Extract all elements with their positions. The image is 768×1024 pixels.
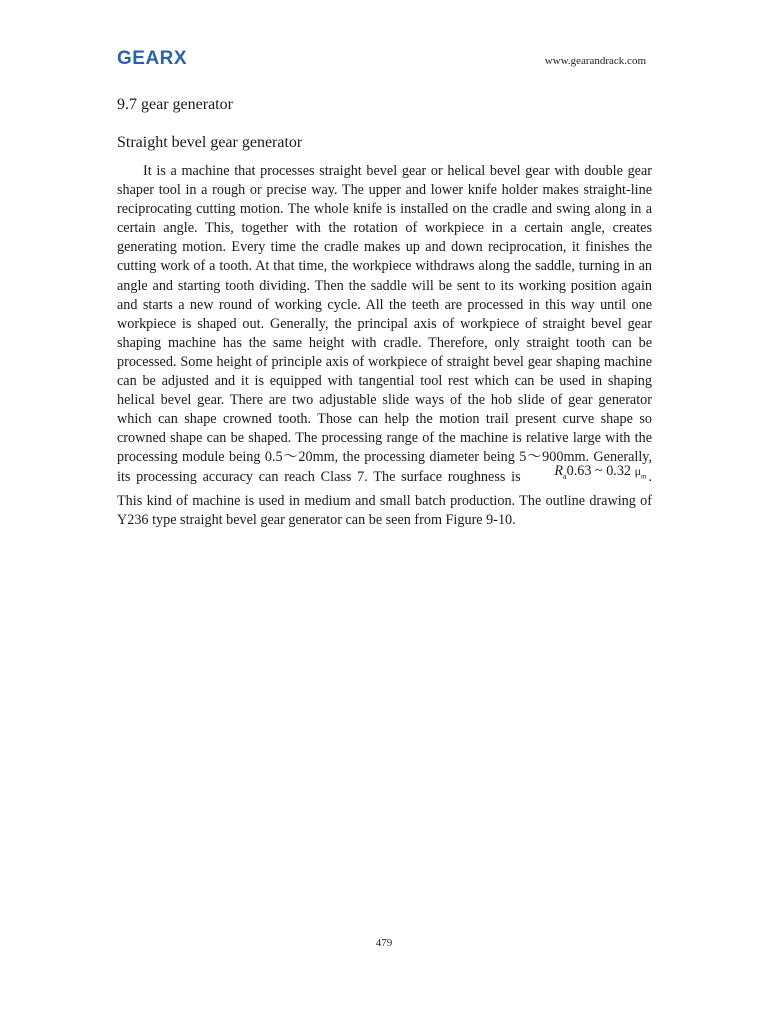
formula-symbol: R (554, 462, 564, 479)
section-subtitle: Straight bevel gear generator (117, 134, 303, 151)
formula-subscript: a (563, 471, 567, 481)
section-title: 9.7 gear generator (117, 96, 233, 113)
paragraph-end-text: . This kind of machine is used in medium and small batch production. The outline drawing of Y236 type straight bevel gear generator can be seen from Figure 9-10. (117, 468, 653, 529)
formula-unit-subscript: m (641, 471, 647, 480)
formula-value: 0.63 ~ 0.32 (566, 462, 632, 479)
paragraph-main-text: It is a machine that processes straight bevel gear or helical bevel gear with double gear shaper tool in a rough or precise way. The upper and lower knife holder makes straight-line reciprocating cutting motion. The whole knife is installed on the cradle and swing along in a certain angle. This, together with the rotation of workpiece in a certain angle, creates generating motion. Every time the cradle makes up and down reciprocation, it finishes the cutting work of a tooth. At that time, the workpiece withdraws along the saddle, turning in an angle and starting tooth dividing. Then the saddle will be sent to its working position again and starts a new round of working cycle. All the teeth are processed in this way until one workpiece is shaped out. Generally, the principal axis of workpiece of straight bevel gear shaping machine has the same height with cradle. Therefore, only straight tooth can be processed. Some height of principle axis of workpiece of straight bevel gear shaping machine can be adjusted and it is equipped with tangential tool rest which can be used in shaping helical bevel gear. There are two adjustable slide ways of the hob slide of gear generator which can shape crowned tooth. Those can help the motion trail present curve shape so crowned shape can be shaped. The processing range of the machine is relative large with the processing module being 0.5～20mm, the processing diameter being 5～900mm. Generally, its processing accuracy can reach Class 7. The surface roughness is (117, 163, 652, 485)
formula-unit-symbol: μ (634, 463, 642, 478)
body-paragraph (117, 162, 652, 530)
website-url[interactable]: www.gearandrack.com (544, 55, 646, 67)
formula-unit (635, 464, 647, 478)
page-number: 479 (375, 937, 393, 949)
gearx-logo: GEARX (117, 48, 188, 69)
roughness-formula (528, 462, 646, 486)
